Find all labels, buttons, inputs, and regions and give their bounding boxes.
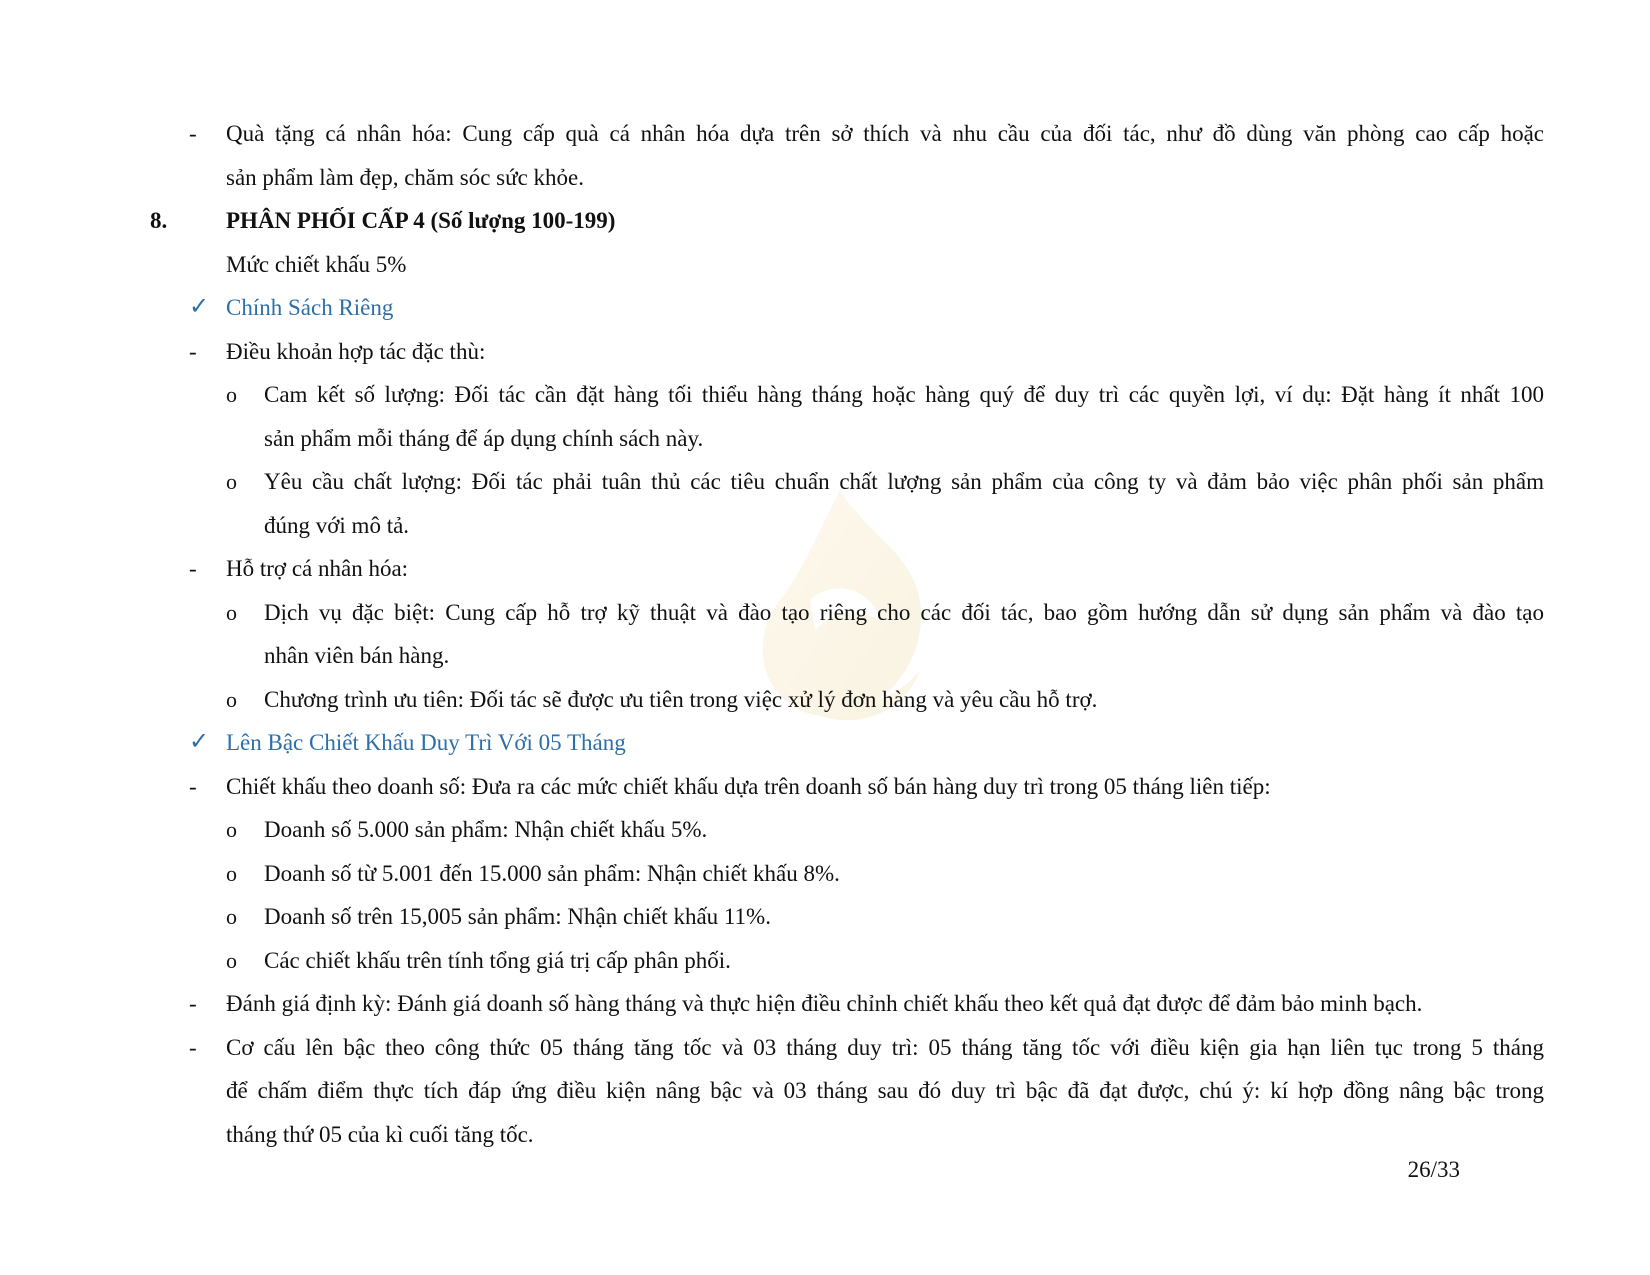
- upgrade-title: Lên Bậc Chiết Khấu Duy Trì Với 05 Tháng: [226, 730, 626, 755]
- circle-bullet: o: [226, 469, 237, 494]
- circle-bullet: o: [226, 382, 237, 407]
- section-heading: [0, 199, 1650, 243]
- review-line: [0, 982, 1650, 1026]
- support-line: [0, 547, 1650, 591]
- list-item: [0, 373, 1650, 417]
- dash-bullet: -: [189, 1034, 197, 1060]
- list-item-text: Doanh số trên 15,005 sản phẩm: Nhận chiết khấu 11%.: [264, 904, 771, 929]
- list-item-continued: [0, 417, 1650, 461]
- dash-bullet: -: [189, 556, 197, 581]
- list-item-text: Yêu cầu chất lượng: Đối tác phải tuân thủ các tiêu chuẩn chất lượng sản phẩm của công ty và đảm bảo việc phân phối sản phẩm: [264, 469, 1544, 494]
- list-item-continued: [0, 634, 1650, 678]
- structure-text-continued: để chấm điểm thực tích đáp ứng điều kiện nâng bậc và 03 tháng sau đó duy trì bậc đã đạt được, chú ý: kí hợp đồng nâng bậc trong: [226, 1078, 1544, 1103]
- list-item: [0, 678, 1650, 722]
- circle-bullet: o: [226, 904, 237, 929]
- circle-bullet: o: [226, 686, 237, 712]
- list-item: [0, 808, 1650, 852]
- circle-bullet: o: [226, 860, 237, 886]
- list-item: [0, 852, 1650, 896]
- circle-bullet: o: [226, 599, 237, 625]
- page-number: 26/33: [1407, 1157, 1460, 1182]
- list-item-text: Chương trình ưu tiên: Đối tác sẽ được ưu tiên trong việc xử lý đơn hàng và yêu cầu hỗ trợ.: [264, 686, 1098, 712]
- dash-bullet: -: [189, 338, 197, 364]
- checkmark-icon: ✓: [189, 729, 210, 755]
- discount-line: [0, 243, 1650, 287]
- checkmark-icon: ✓: [189, 294, 210, 320]
- terms-line: [0, 330, 1650, 374]
- structure-text-continued: tháng thứ 05 của kì cuối tăng tốc.: [226, 1121, 534, 1147]
- intro-line-1: [0, 112, 1650, 156]
- structure-text: Cơ cấu lên bậc theo công thức 05 tháng tăng tốc và 03 tháng duy trì: 05 tháng tăng tốc với điều kiện gia hạn liên tục trong 5 tháng: [226, 1034, 1544, 1060]
- dash-bullet: -: [189, 991, 197, 1016]
- dash-bullet: -: [189, 121, 197, 146]
- intro-text: Quà tặng cá nhân hóa: Cung cấp quà cá nhân hóa dựa trên sở thích và nhu cầu của đối tác, như đồ dùng văn phòng cao cấp hoặc: [226, 121, 1544, 146]
- section-number: 8.: [150, 208, 168, 233]
- list-item-text: đúng với mô tả.: [264, 512, 410, 538]
- dash-bullet: -: [189, 773, 197, 799]
- list-item-text: Doanh số từ 5.001 đến 15.000 sản phẩm: Nhận chiết khấu 8%.: [264, 860, 840, 886]
- structure-line-3: [0, 1113, 1650, 1157]
- list-item-text: Doanh số 5.000 sản phẩm: Nhận chiết khấu 5%.: [264, 817, 708, 842]
- structure-line-2: [0, 1069, 1650, 1113]
- intro-text-continued: sản phẩm làm đẹp, chăm sóc sức khỏe.: [226, 164, 585, 190]
- list-item: [0, 591, 1650, 635]
- section-title: PHÂN PHỐI CẤP 4 (Số lượng 100-199): [226, 208, 616, 233]
- review-text: Đánh giá định kỳ: Đánh giá doanh số hàng tháng và thực hiện điều chỉnh chiết khấu theo kết quả đạt được để đảm bảo minh bạch.: [226, 991, 1423, 1016]
- structure-line-1: [0, 1026, 1650, 1070]
- list-item-text: Các chiết khấu trên tính tổng giá trị cấp phân phối.: [264, 947, 731, 973]
- policy-title: Chính Sách Riêng: [226, 295, 394, 320]
- list-item-continued: [0, 504, 1650, 548]
- sales-line: [0, 765, 1650, 809]
- policy-heading: [0, 286, 1650, 330]
- list-item-text: sản phẩm mỗi tháng để áp dụng chính sách này.: [264, 425, 704, 451]
- discount-rate-text: Mức chiết khấu 5%: [226, 251, 407, 277]
- list-item-text: nhân viên bán hàng.: [264, 643, 450, 668]
- terms-label: Điều khoản hợp tác đặc thù:: [226, 338, 486, 364]
- list-item: [0, 895, 1650, 939]
- upgrade-heading: [0, 721, 1650, 765]
- list-item: [0, 939, 1650, 983]
- list-item: [0, 460, 1650, 504]
- sales-label: Chiết khấu theo doanh số: Đưa ra các mức chiết khấu dựa trên doanh số bán hàng duy trì trong 05 tháng liên tiếp:: [226, 773, 1271, 799]
- list-item-text: Dịch vụ đặc biệt: Cung cấp hỗ trợ kỹ thuật và đào tạo riêng cho các đối tác, bao gồm hướng dẫn sử dụng sản phẩm và đào tạo: [264, 599, 1544, 625]
- list-item-text: Cam kết số lượng: Đối tác cần đặt hàng tối thiểu hàng tháng hoặc hàng quý để duy trì các quyền lợi, ví dụ: Đặt hàng ít nhất 100: [264, 382, 1544, 407]
- circle-bullet: o: [226, 947, 237, 973]
- support-label: Hỗ trợ cá nhân hóa:: [226, 556, 409, 581]
- circle-bullet: o: [226, 817, 237, 842]
- document-body: [0, 112, 1650, 1156]
- intro-line-2: [0, 156, 1650, 200]
